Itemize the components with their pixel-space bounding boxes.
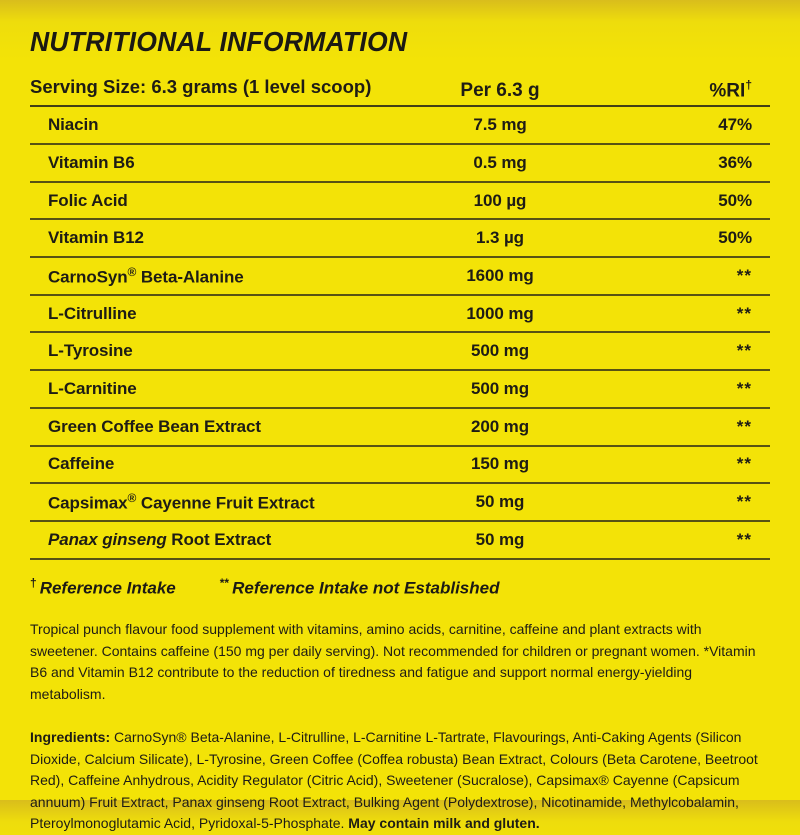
nutrient-name: L-Tyrosine bbox=[48, 341, 133, 361]
allergen-statement: May contain milk and gluten. bbox=[348, 815, 540, 832]
ingredients-body: CarnoSyn® Beta-Alanine, L-Citrulline, L-Carnitine L-Tartrate, Flavourings, Anti-Caking Agents (Silicon Dioxide, Calcium Silicate), L-Tyrosine, Green Coffee (Coffea robusta) Bean Extract, Colours (Beta Carotene, Beetroot Red), Caffeine Anhydrous, Acidity Regulator (Citric Acid), Sweetener (Sucralose), Capsimax® Cayenne (Capsicum annuum) Fruit Extract, Panax ginseng Root Extract, Bulking Agent (Polydextrose), Nicotinamide, Methylcobalamin, Pteroylmonoglutamic Acid, Pyridoxal-5-Phosphate. bbox=[30, 729, 758, 832]
table-row bbox=[30, 296, 770, 334]
footnotes bbox=[30, 576, 770, 599]
nutrient-name: CarnoSyn® Beta-Alanine bbox=[48, 264, 244, 287]
nutrient-ri: ** bbox=[736, 416, 752, 436]
nutrient-ri: ** bbox=[736, 454, 752, 474]
table-row bbox=[30, 107, 770, 145]
nutrient-ri: 50% bbox=[718, 228, 752, 248]
nutrient-amount: 0.5 mg bbox=[473, 152, 527, 172]
dagger-symbol: † bbox=[30, 575, 37, 590]
nutrient-ri: 47% bbox=[718, 115, 752, 135]
dagger-symbol: † bbox=[745, 78, 752, 92]
nutrient-name: L-Carnitine bbox=[48, 378, 137, 398]
table-row bbox=[30, 371, 770, 409]
nutrient-amount: 1.3 µg bbox=[476, 228, 524, 248]
footnote-reference-intake: † Reference Intake bbox=[30, 575, 176, 598]
nutrient-name: Folic Acid bbox=[48, 190, 128, 210]
nutrient-name: Niacin bbox=[48, 115, 99, 135]
serving-size-label: Serving Size: 6.3 grams (1 level scoop) bbox=[30, 76, 372, 97]
nutrient-amount: 100 µg bbox=[473, 190, 527, 210]
column-header-ri bbox=[600, 78, 770, 102]
nutrient-name: Vitamin B12 bbox=[48, 228, 144, 248]
nutrient-amount: 50 mg bbox=[475, 492, 525, 512]
description-paragraph: Tropical punch flavour food supplement with vitamins, amino acids, carnitine, caffeine and plant extracts with sweetener. Contains caffeine (150 mg per daily serving). Not recommended for children or pregnant women. *Vitamin B6 and Vitamin B12 contribute to the reduction of tiredness and fatigue and support normal energy-yielding metabolism. bbox=[30, 621, 756, 702]
nutrient-amount: 7.5 mg bbox=[473, 115, 527, 135]
table-row bbox=[30, 258, 770, 296]
registered-trademark-symbol: ® bbox=[127, 490, 137, 505]
nutrition-table bbox=[30, 107, 770, 559]
nutrient-name: Capsimax® Cayenne Fruit Extract bbox=[48, 490, 315, 513]
table-row bbox=[30, 484, 770, 522]
nutrient-name: Vitamin B6 bbox=[48, 152, 135, 172]
table-row bbox=[30, 145, 770, 183]
nutrient-ri: ** bbox=[736, 492, 752, 512]
nutrient-name: Green Coffee Bean Extract bbox=[48, 416, 261, 436]
table-header-row bbox=[30, 78, 770, 107]
table-row bbox=[30, 447, 770, 485]
nutrient-ri: 50% bbox=[718, 190, 752, 210]
ri-label: %RI bbox=[709, 80, 746, 102]
nutrient-name: L-Citrulline bbox=[48, 303, 137, 323]
nutrient-amount: 200 mg bbox=[471, 416, 529, 436]
table-row bbox=[30, 183, 770, 221]
table-row bbox=[30, 522, 770, 560]
ingredients-label: Ingredients: bbox=[30, 729, 111, 746]
page-title: NUTRITIONAL INFORMATION bbox=[30, 26, 408, 57]
ingredients-paragraph bbox=[30, 727, 770, 835]
nutrient-ri: 36% bbox=[718, 152, 752, 172]
table-row bbox=[30, 220, 770, 258]
nutrient-name: Panax ginseng Root Extract bbox=[48, 529, 272, 549]
nutrient-amount: 500 mg bbox=[471, 378, 529, 398]
double-asterisk-symbol: ** bbox=[219, 575, 230, 590]
nutrient-amount: 150 mg bbox=[471, 454, 529, 474]
nutrient-amount: 50 mg bbox=[475, 529, 525, 549]
nutrient-ri: ** bbox=[736, 303, 752, 323]
nutrient-name: Caffeine bbox=[48, 454, 115, 474]
nutrient-amount: 500 mg bbox=[471, 341, 529, 361]
nutrient-amount: 1600 mg bbox=[466, 265, 534, 285]
latin-species-name: Panax ginseng bbox=[48, 529, 167, 549]
nutrient-ri: ** bbox=[736, 341, 752, 361]
column-header-amount: Per 6.3 g bbox=[460, 80, 540, 102]
table-row bbox=[30, 409, 770, 447]
nutrient-ri: ** bbox=[736, 529, 752, 549]
nutrient-ri: ** bbox=[736, 378, 752, 398]
footnote-not-established: ** Reference Intake not Established bbox=[219, 575, 500, 598]
table-row bbox=[30, 333, 770, 371]
nutrient-ri: ** bbox=[736, 265, 752, 285]
registered-trademark-symbol: ® bbox=[127, 264, 137, 279]
nutrient-amount: 1000 mg bbox=[466, 303, 534, 323]
